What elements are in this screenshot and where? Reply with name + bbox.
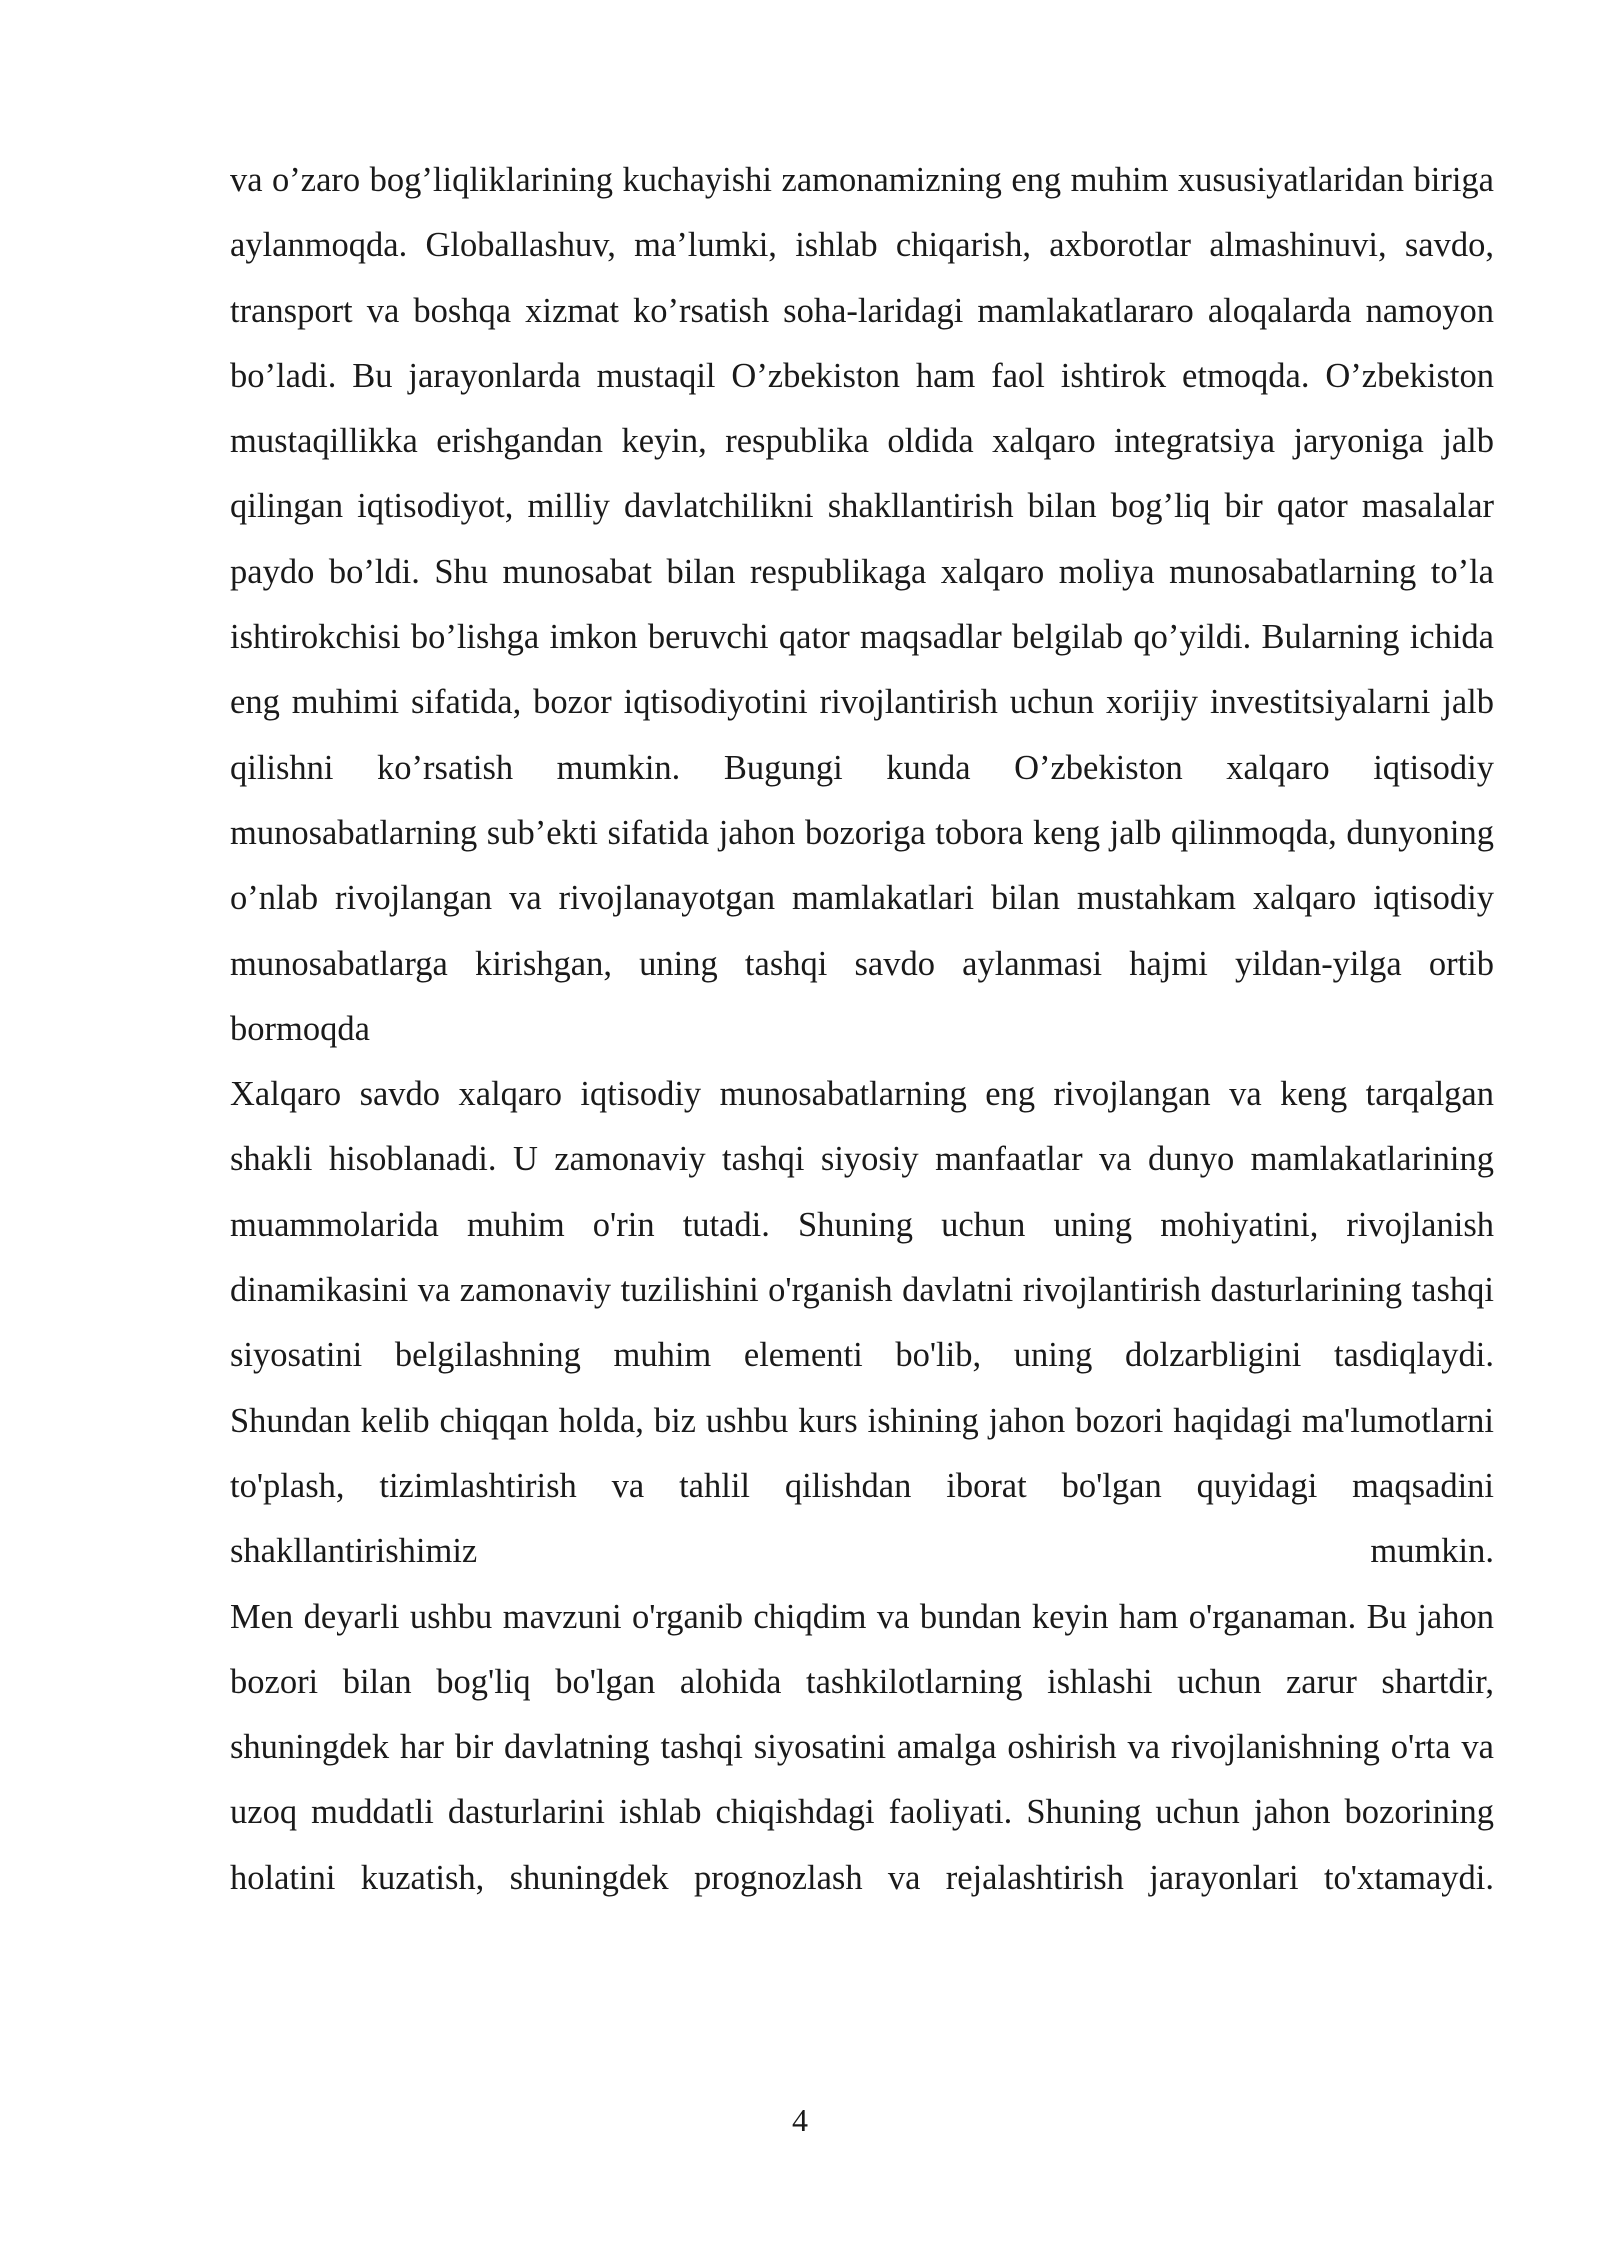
- page-number: 4: [792, 2102, 808, 2138]
- paragraph-globalization: va o’zaro bog’liqliklarining kuchayishi zamonamizning eng muhim xususiyatlaridan biriga aylanmoqda. Globallashuv, ma’lumki, ishlab chiqarish, axborotlar almashinuvi, savdo, transport va boshqa xizmat ko’rsatish soha-laridagi mamlakatlararo aloqalarda namoyon bo’ladi. Bu jarayonlarda mustaqil O’zbekiston ham faol ishtirok etmoqda. O’zbekiston mustaqillikka erishgandan keyin, respublika oldida xalqaro integratsiya jaryoniga jalb qilingan iqtisodiyot, milliy davlatchilikni shakllantirish bilan bog’liq bir qator masalalar paydo bo’ldi. Shu munosabat bilan respublikaga xalqaro moliya munosabatlarning to’la ishtirokchisi bo’lishga imkon beruvchi qator maqsadlar belgilab qo’yildi. Bularning ichida eng muhimi sifatida, bozor iqtisodiyotini rivojlantirish uchun xorijiy investitsiyalarni jalb qilishni ko’rsatish mumkin. Bugungi kunda O’zbekiston xalqaro iqtisodiy munosabatlarning sub’ekti sifatida jahon bozoriga tobora keng jalb qilinmoqda, dunyoning o’nlab rivojlangan va rivojlanayotgan mamlakatlari bilan mustahkam xalqaro iqtisodiy munosabatlarga kirishgan, uning tashqi savdo aylanmasi hajmi yildan-yilga ortib bormoqda: [230, 161, 1494, 1048]
- paragraph-course-goal: Shundan kelib chiqqan holda, biz ushbu kurs ishining jahon bozori haqidagi ma'lumotlarni to'plash, tizimlashtirish va tahlil qilishdan iborat bo'lgan quyidagi maqsadini shakllantirishimiz mumkin.: [230, 1401, 1494, 1571]
- paragraph-topic-study: Men deyarli ushbu mavzuni o'rganib chiqdim va bundan keyin ham o'rganaman. Bu jahon bozori bilan bog'liq bo'lgan alohida tashkilotlarning ishlashi uchun zarur shartdir, shuningdek har bir davlatning tashqi siyosatini amalga oshirish va rivojlanishning o'rta va uzoq muddatli dasturlarini ishlab chiqishdagi faoliyati. Shuning uchun jahon bozorining holatini kuzatish, shuningdek prognozlash va rejalashtirish jarayonlari to'xtamaydi.: [230, 1597, 1494, 1897]
- document-body: [230, 148, 1494, 1911]
- paragraph-international-trade: Xalqaro savdo xalqaro iqtisodiy munosabatlarning eng rivojlangan va keng tarqalgan shakli hisoblanadi. U zamonaviy tashqi siyosiy manfaatlar va dunyo mamlakatlarining muammolarida muhim o'rin tutadi. Shuning uchun uning mohiyatini, rivojlanish dinamikasini va zamonaviy tuzilishini o'rganish davlatni rivojlantirish dasturlarining tashqi siyosatini belgilashning muhim elementi bo'lib, uning dolzarbligini tasdiqlaydi.: [230, 1075, 1494, 1375]
